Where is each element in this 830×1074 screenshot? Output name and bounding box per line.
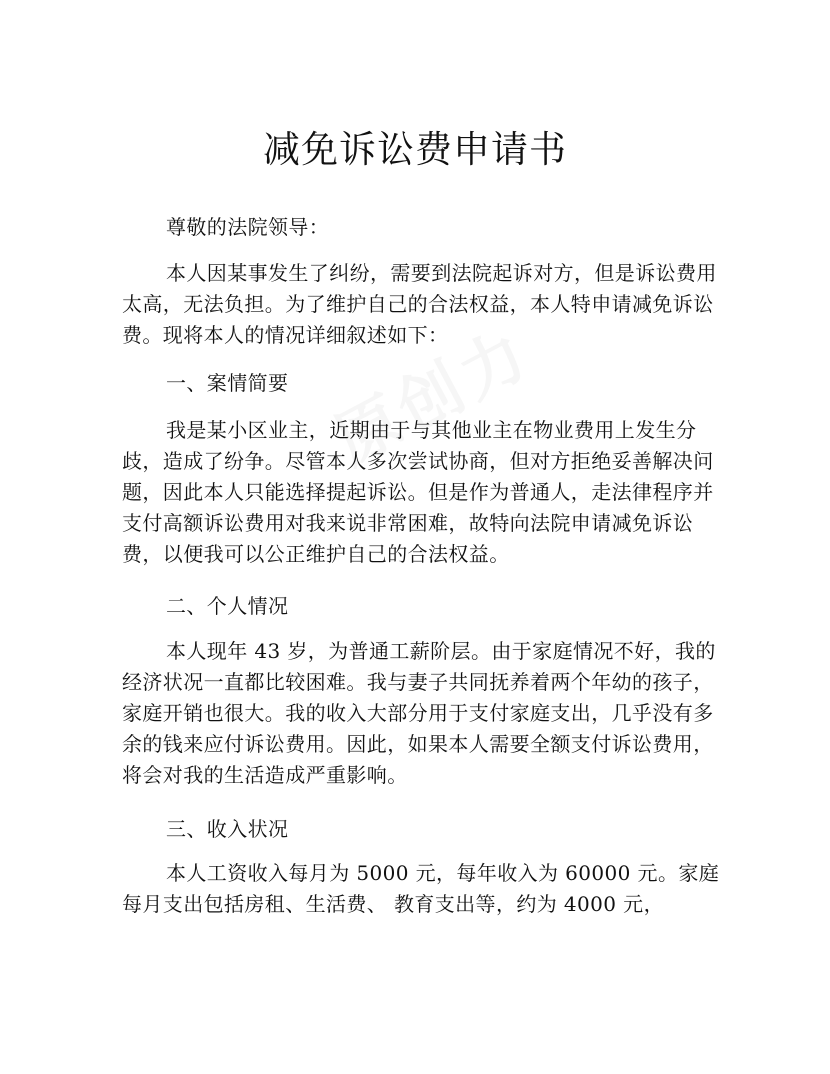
page-title: 减免诉讼费申请书 — [263, 128, 567, 171]
section-text-income: 本人工资收入每月为 5000 元，每年收入为 60000 元。家庭每月支出包括房租、生活费、 教育支出等，约为 4000 元， — [122, 861, 720, 916]
section-heading-income: 三、收入状况 — [166, 817, 289, 841]
section-text-case: 我是某小区业主，近期由于与其他业主在物业费用上发生分歧，造成了纷争。尽管本人多次尝试协商，但对方拒绝妥善解决问题，因此本人只能选择提起诉讼。但是作为普通人，走法律程序并支付高额诉讼费用对我来说非常困难，故特向法院申请减免诉讼费，以便我可以公正维护自己的合法权益。 — [122, 418, 714, 566]
section-heading-personal: 二、个人情况 — [166, 594, 289, 618]
section-text-personal: 本人现年 43 岁，为普通工薪阶层。由于家庭情况不好，我的经济状况一直都比较困难。我与妻子共同抚养着两个年幼的孩子，家庭开销也很大。我的收入大部分用于支付家庭支出，几乎没有多余的钱来应付诉讼费用。因此，如果本人需要全额支付诉讼费用，将会对我的生活造成严重影响。 — [122, 639, 716, 787]
section-heading-case: 一、案情简要 — [166, 371, 289, 395]
salutation: 尊敬的法院领导： — [166, 215, 330, 239]
intro-paragraph: 本人因某事发生了纠纷，需要到法院起诉对方，但是诉讼费用太高，无法负担。为了维护自己的合法权益，本人特申请减免诉讼费。现将本人的情况详细叙述如下： — [122, 261, 717, 347]
